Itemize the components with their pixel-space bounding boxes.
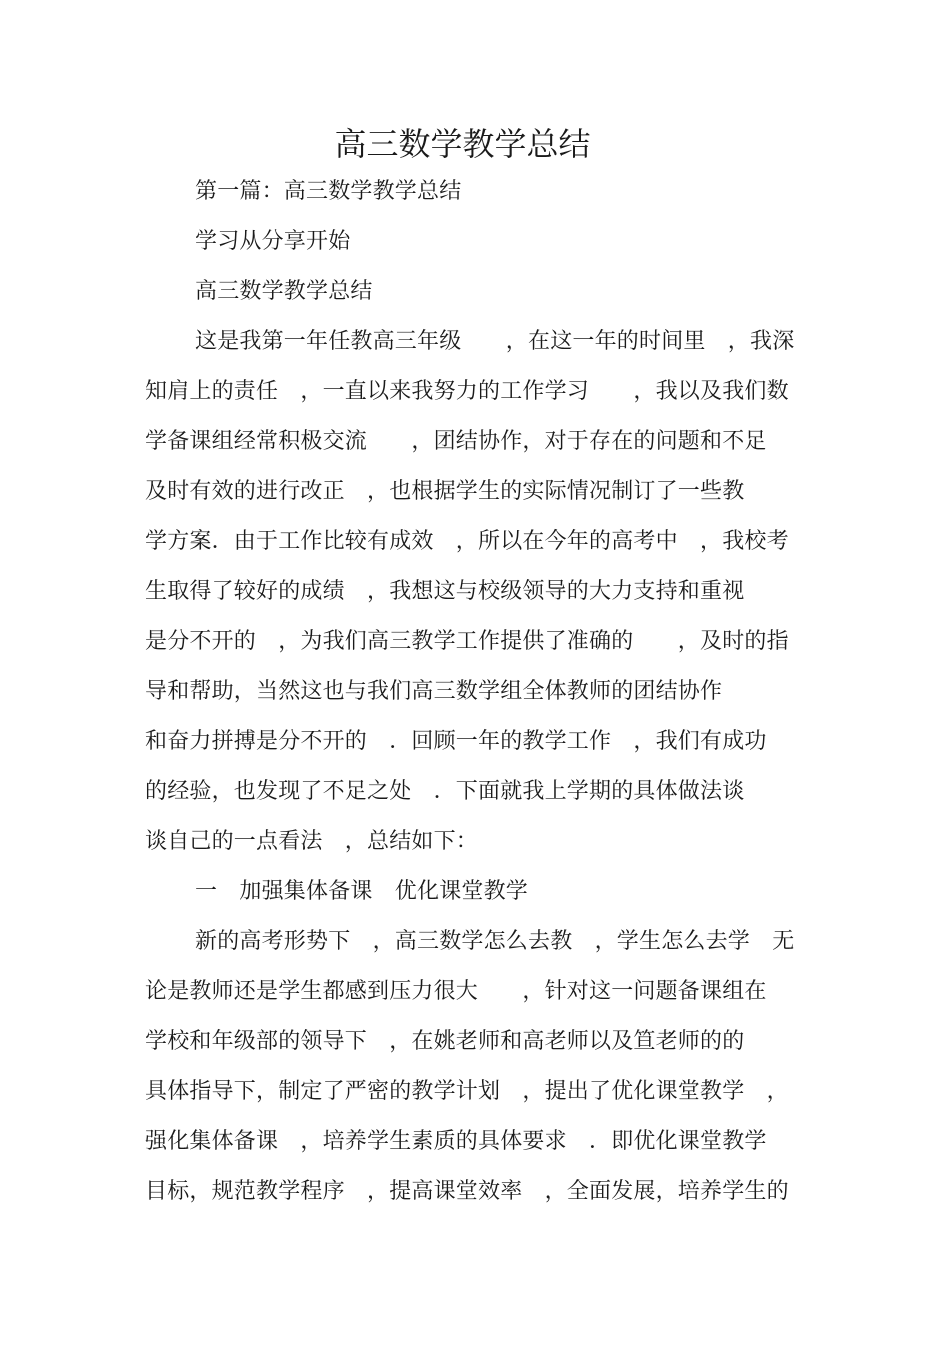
- text-line: 是分不开的 ，为我们高三教学工作提供了准确的 ，及时的指: [145, 629, 789, 654]
- text-line: 及时有效的进行改正 ，也根据学生的实际情况制订了一些教: [145, 479, 745, 504]
- text-line: 目标，规范教学程序 ，提高课堂效率 ，全面发展，培养学生的: [145, 1179, 789, 1204]
- text-line: 和奋力拼搏是分不开的 ．回顾一年的教学工作 ，我们有成功: [145, 729, 767, 754]
- text-line: 论是教师还是学生都感到压力很大 ，针对这一问题备课组在: [145, 979, 767, 1004]
- text-line: 高三数学教学总结: [195, 279, 373, 304]
- text-line: 学备课组经常积极交流 ，团结协作，对于存在的问题和不足: [145, 429, 767, 454]
- document-title: 高三数学教学总结: [334, 125, 591, 163]
- text-line: 生取得了较好的成绩 ，我想这与校级领导的大力支持和重视: [145, 579, 745, 604]
- text-line: 的经验，也发现了不足之处 ．下面就我上学期的具体做法谈: [145, 779, 745, 804]
- text-line: 这是我第一年任教高三年级 ，在这一年的时间里 ，我深: [195, 329, 795, 354]
- text-line: 第一篇：高三数学教学总结: [195, 179, 462, 204]
- text-line: 具体指导下，制定了严密的教学计划 ，提出了优化课堂教学 ，: [145, 1079, 789, 1104]
- text-line: 导和帮助，当然这也与我们高三数学组全体教师的团结协作: [145, 679, 723, 704]
- text-line: 谈自己的一点看法 ，总结如下：: [145, 829, 479, 854]
- text-line: 学方案．由于工作比较有成效 ，所以在今年的高考中 ，我校考: [145, 529, 789, 554]
- text-line: 新的高考形势下 ，高三数学怎么去教 ，学生怎么去学 无: [195, 929, 795, 954]
- text-line: 知肩上的责任 ，一直以来我努力的工作学习 ，我以及我们数: [145, 379, 789, 404]
- text-line: 强化集体备课 ，培养学生素质的具体要求 ．即优化课堂教学: [145, 1129, 767, 1154]
- text-line: 学习从分享开始: [195, 229, 351, 254]
- text-line: 学校和年级部的领导下 ，在姚老师和高老师以及笪老师的的: [145, 1029, 745, 1054]
- section-heading: 一 加强集体备课 优化课堂教学: [195, 879, 529, 904]
